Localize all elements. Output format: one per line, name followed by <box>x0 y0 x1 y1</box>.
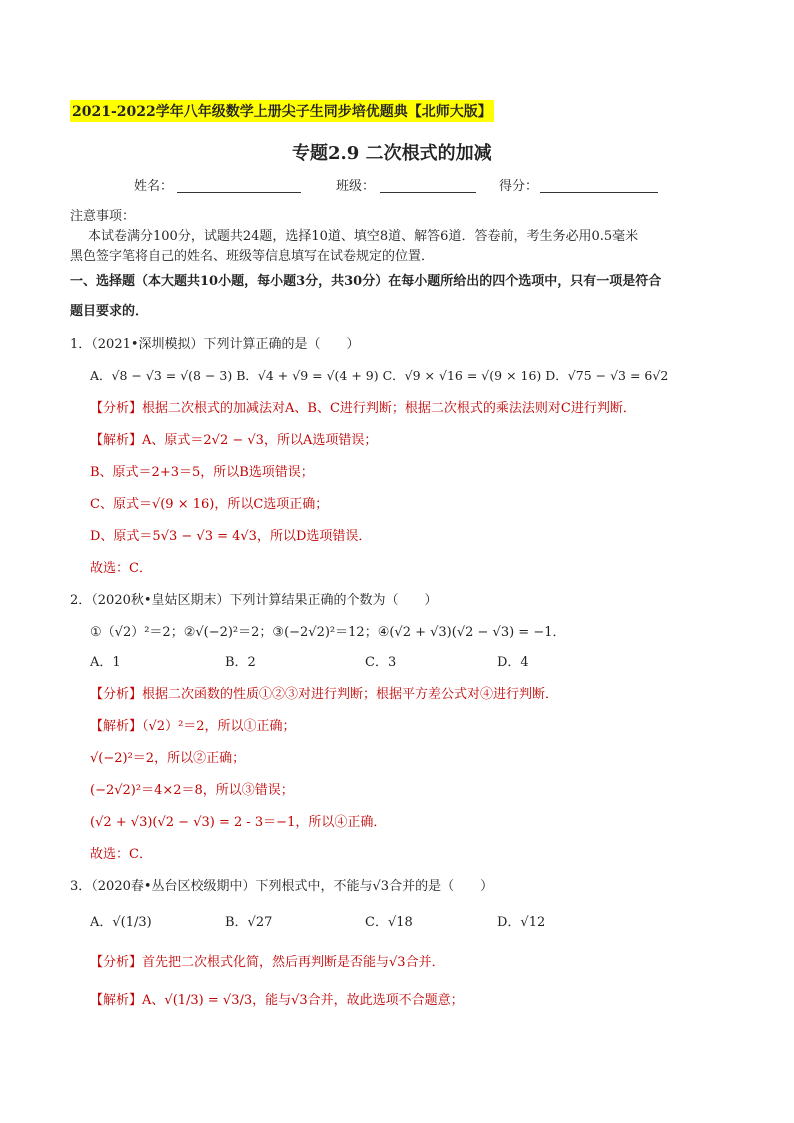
q3-option-d: D．√12 <box>497 915 546 930</box>
q3-option-a: A．√(1/3) <box>90 915 152 930</box>
q1-solution-d: D、原式＝5√3 − √3 = 4√3，所以D选项错误． <box>90 529 372 544</box>
q1-analysis <box>90 400 636 418</box>
q3-analysis <box>90 954 445 972</box>
class-field[interactable] <box>380 178 476 193</box>
header-banner: 2021-2022学年八年级数学上册尖子生同步培优题典【北师大版】 <box>70 100 494 122</box>
name-label: 姓名： <box>134 179 174 194</box>
q2-solution-2: √(−2)²＝2，所以②正确； <box>90 751 246 766</box>
q2-option-a: A．1 <box>90 655 121 670</box>
name-field[interactable] <box>177 178 301 193</box>
q1-analysis-tag: 【分析】 <box>90 401 143 416</box>
q1-solution-b: B、原式＝2+3＝5，所以B选项错误； <box>90 465 314 480</box>
q1-analysis-text: 根据二次根式的加减法对A、B、C进行判断；根据二次根式的乘法法则对C进行判断． <box>142 401 636 416</box>
q1-options: A．√8 − √3 = √(8 − 3) B．√4 + √9 = √(4 + 9) C．√9 × √16 = √(9 × 16) D．√75 − √3 = 6√2 <box>90 368 669 383</box>
notice-heading: 注意事项： <box>70 209 136 224</box>
q2-solution-3: (−2√2)²＝4×2＝8，所以③错误； <box>90 783 294 798</box>
q2-solution-1 <box>90 718 296 736</box>
q1-stem: 1．（2021•深圳模拟）下列计算正确的是（ ） <box>70 337 360 352</box>
section-heading-line-2: 题目要求的． <box>70 304 149 319</box>
q2-option-b: B．2 <box>225 655 256 670</box>
q2-analysis-tag: 【分析】 <box>90 687 143 702</box>
q1-solution-a <box>90 432 377 450</box>
notice-line-2: 黑色签字笔将自己的姓名、班级等信息填写在试卷规定的位置． <box>70 249 435 264</box>
q2-solution-tag: 【解析】 <box>90 719 143 734</box>
q3-analysis-tag: 【分析】 <box>90 955 143 970</box>
q1-answer: 故选：C． <box>90 561 152 576</box>
q3-option-c: C．√18 <box>365 915 413 930</box>
q2-option-c: C．3 <box>365 655 397 670</box>
q1-solution-a-text: A、原式＝2√2 − √3，所以A选项错误； <box>142 433 378 448</box>
q2-option-d: D．4 <box>497 655 529 670</box>
q2-analysis-text: 根据二次函数的性质①②③对进行判断；根据平方差公式对④进行判断． <box>142 687 559 702</box>
page-title: 专题2.9 二次根式的加减 <box>292 143 492 164</box>
q3-solution-a <box>90 992 464 1010</box>
q2-solution-1-text: （√2）²＝2，所以①正确； <box>142 719 296 734</box>
q3-stem: 3．（2020春•丛台区校级期中）下列根式中，不能与√3合并的是（ ） <box>70 879 494 894</box>
q2-analysis <box>90 686 558 704</box>
q3-option-b: B．√27 <box>225 915 273 930</box>
q1-solution-c: C、原式＝√(9 × 16)，所以C选项正确； <box>90 497 329 512</box>
class-label: 班级： <box>336 179 376 194</box>
q1-solution-tag: 【解析】 <box>90 433 143 448</box>
q2-answer: 故选：C． <box>90 847 152 862</box>
section-heading-line-1: 一、选择题（本大题共10小题，每小题3分，共30分）在每小题所给出的四个选项中，只有一项是符合 <box>70 274 662 289</box>
score-field[interactable] <box>540 178 658 193</box>
q2-stem: 2．（2020秋•皇姑区期末）下列计算结果正确的个数为（ ） <box>70 593 438 608</box>
score-label: 得分： <box>499 179 539 194</box>
notice-line-1: 本试卷满分100分，试题共24题，选择10道、填空8道、解答6道．答卷前，考生务必用0.5毫米 <box>88 229 639 244</box>
q2-items: ①（√2）²＝2；②√(−2)²＝2；③(−2√2)²＝12；④(√2 + √3)(√2 − √3) = −1． <box>90 625 566 640</box>
q2-solution-4: (√2 + √3)(√2 − √3) = 2 - 3＝−1，所以④正确． <box>90 815 387 830</box>
q3-solution-tag: 【解析】 <box>90 993 143 1008</box>
q3-analysis-text: 首先把二次根式化简，然后再判断是否能与√3合并． <box>142 955 445 970</box>
q3-solution-a-text: A、√(1/3) = √3/3，能与√3合并，故此选项不合题意； <box>142 993 464 1008</box>
